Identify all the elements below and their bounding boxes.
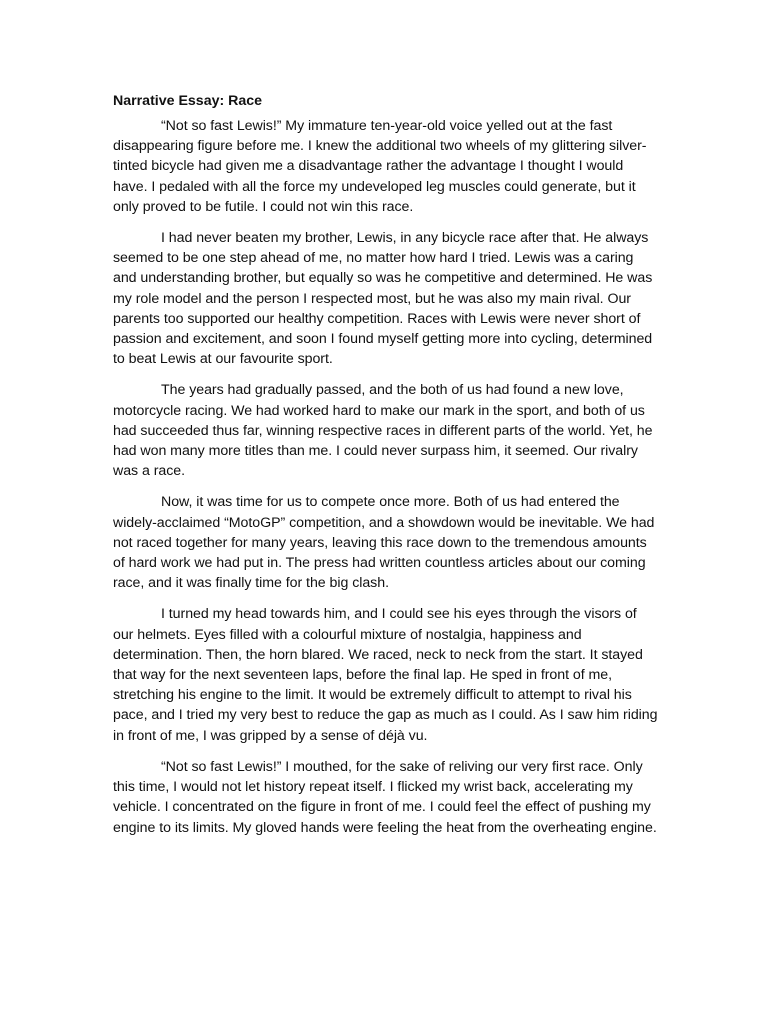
paragraph-1: “Not so fast Lewis!” My immature ten-year-old voice yelled out at the fast disappearing figure before me. I knew the additional two wheels of my glittering silver-tinted bicycle had given me a disadvantage rather the advantage I thought I would have. I pedaled with all the force my undeveloped leg muscles could generate, but it only proved to be futile. I could not win this race. [113,118,647,215]
paragraph-3: The years had gradually passed, and the both of us had found a new love, motorcycle racing. We had worked hard to make our mark in the sport, and both of us had succeeded thus far, winning respective races in different parts of the world. Yet, he had won many more titles than me. I could never surpass him, it seemed. Our rivalry was a race. [113,382,653,480]
paragraph-4: Now, it was time for us to compete once more. Both of us had entered the widely-acclaimed “MotoGP” competition, and a showdown would be inevitable. We had not raced together for many years, leaving this race down to the tremendous amounts of hard work we had put in. The press had written countless articles about our coming race, and it was finally time for the big clash. [113,494,655,592]
paragraph-6: “Not so fast Lewis!” I mouthed, for the sake of reliving our very first race. Only this time, I would not let history repeat itself. I flicked my wrist back, accelerating my vehicle. I concentrated on the figure in front of me. I could feel the effect of pushing my engine to its limits. My gloved hands were feeling the heat from the overheating engine. [113,758,657,836]
essay-title: Narrative Essay: Race [113,93,263,109]
paragraph-5: I turned my head towards him, and I could see his eyes through the visors of our helmets. Eyes filled with a colourful mixture of nostalgia, happiness and determination. Then, the horn blared. We raced, neck to neck from the start. It stayed that way for the next seventeen laps, before the final lap. He sped in front of me, stretching his engine to the limit. It would be extremely difficult to attempt to rival his pace, and I tried my very best to reduce the gap as much as I could. As I saw him riding in front of me, I was gripped by a sense of déjà vu. [113,606,658,744]
paragraph-2: I had never beaten my brother, Lewis, in any bicycle race after that. He always seemed to be one step ahead of me, no matter how hard I tried. Lewis was a caring and understanding brother, but equally so was he competitive and determined. He was my role model and the person I respected most, but he was also my main rival. Our parents too supported our healthy competition. Races with Lewis were never short of passion and excitement, and soon I found myself getting more into cycling, determined to beat Lewis at our favourite sport. [113,230,653,368]
